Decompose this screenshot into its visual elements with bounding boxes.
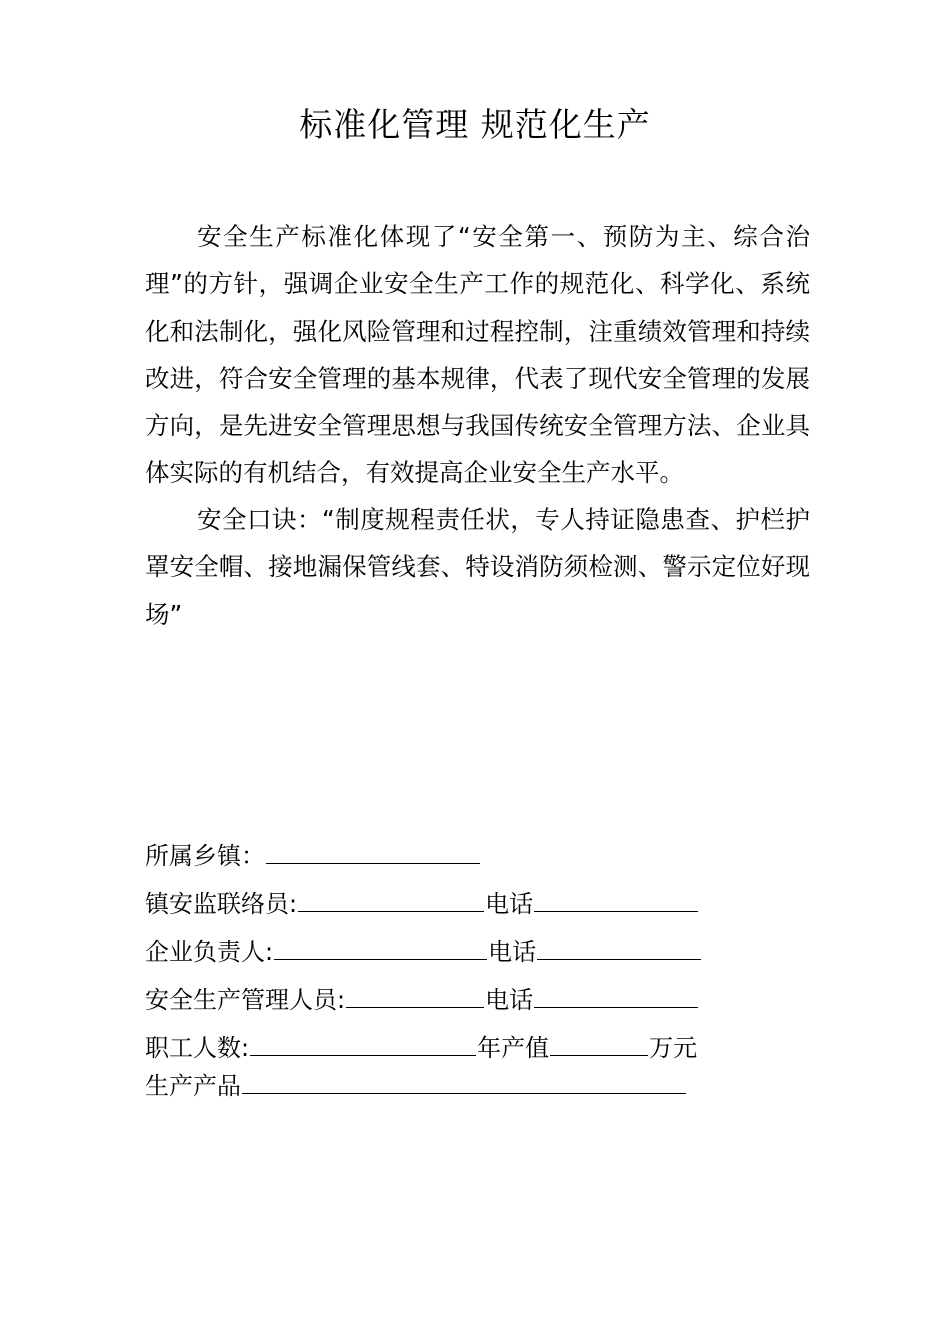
liaison-label: 镇安监联络员: <box>145 890 298 918</box>
annual-output-blank[interactable] <box>550 1033 648 1056</box>
town-label: 所属乡镇： <box>145 842 265 870</box>
liaison-phone-blank[interactable] <box>534 889 698 912</box>
safety-staff-label: 安全生产管理人员: <box>145 986 346 1014</box>
liaison-blank[interactable] <box>298 889 484 912</box>
liaison-row <box>145 886 699 922</box>
liaison-phone-label: 电话 <box>485 890 534 918</box>
town-blank[interactable] <box>266 841 480 864</box>
standardization-paragraph: 安全生产标准化体现了“安全第一、预防为主、综合治理”的方针，强调企业安全生产工作的规范化、科学化、系统化和法制化，强化风险管理和过程控制，注重绩效管理和持续改进，符合安全管理的基本规律，代表了现代安全管理的发展方向，是先进安全管理思想与我国传统安全管理方法、企业具体实际的有机结合，有效提高企业安全生产水平。 <box>145 222 810 488</box>
page-title: 标准化管理 规范化生产 <box>299 105 651 144</box>
safety-staff-phone-blank[interactable] <box>534 985 698 1008</box>
manager-blank[interactable] <box>274 937 487 960</box>
employees-label: 职工人数: <box>145 1034 250 1062</box>
products-label: 生产产品 <box>145 1072 241 1100</box>
manager-phone-label: 电话 <box>488 938 537 966</box>
products-row <box>145 1068 687 1104</box>
safety-staff-blank[interactable] <box>346 985 484 1008</box>
town-row <box>145 838 481 874</box>
manager-row <box>145 934 702 970</box>
employees-row <box>145 1030 697 1066</box>
manager-phone-blank[interactable] <box>537 937 701 960</box>
products-blank[interactable] <box>242 1071 686 1094</box>
safety-staff-phone-label: 电话 <box>485 986 534 1014</box>
manager-label: 企业负责人: <box>145 938 274 966</box>
annual-output-label: 年产值 <box>477 1034 550 1062</box>
safety-staff-row <box>145 982 699 1018</box>
employees-blank[interactable] <box>250 1033 476 1056</box>
annual-output-unit: 万元 <box>649 1034 698 1062</box>
safety-slogan-paragraph: 安全口诀：“制度规程责任状，专人持证隐患查、护栏护罩安全帽、接地漏保管线套、特设消防须检测、警示定位好现场” <box>145 505 810 629</box>
